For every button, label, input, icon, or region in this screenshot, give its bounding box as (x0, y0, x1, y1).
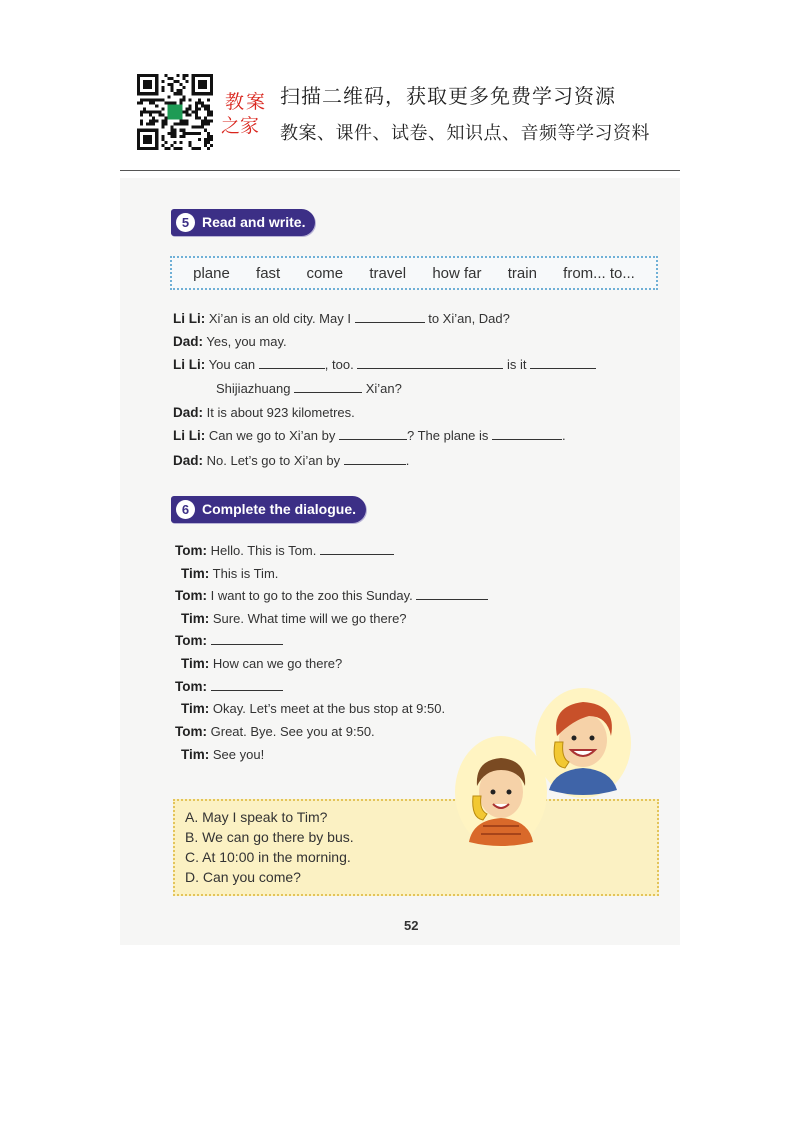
speaker: Dad: (173, 334, 203, 349)
line-text: I want to go to the zoo this Sunday. (210, 588, 413, 603)
section-6-heading (171, 496, 366, 523)
dialogue-line (181, 566, 278, 581)
answer-option: D. Can you come? (185, 869, 301, 885)
answer-blank (357, 357, 427, 369)
answer-blank (259, 357, 325, 369)
site-logo (221, 90, 273, 138)
line-text: How can we go there? (212, 656, 343, 671)
section-6-title: Complete the dialogue. (202, 501, 357, 517)
line-text: Great. Bye. See you at 9:50. (210, 724, 375, 739)
dialogue-line (173, 405, 355, 420)
line-text: Can we go to Xi’an by (208, 428, 336, 443)
speaker: Li Li: (173, 428, 206, 443)
speaker: Li Li: (173, 311, 206, 326)
line-text: You can (208, 357, 256, 372)
word-bank (170, 256, 658, 290)
line-text: to Xi’an, Dad? (424, 311, 510, 326)
word-bank-item: how far (432, 264, 482, 282)
answer-blank (211, 633, 283, 645)
answer-blank (339, 428, 407, 440)
line-text: Yes, you may. (206, 334, 287, 349)
speaker: Tim: (181, 611, 210, 626)
answer-option: C. At 10:00 in the morning. (185, 849, 351, 865)
answer-blank (355, 311, 425, 323)
line-text: It is about 923 kilometres. (206, 405, 355, 420)
speaker: Tom: (175, 543, 207, 558)
dialogue-line (175, 633, 283, 648)
dialogue-line (181, 701, 445, 716)
speaker: Tom: (175, 633, 207, 648)
answer-blank (416, 588, 488, 600)
answer-option: B. We can go there by bus. (185, 829, 354, 845)
dialogue-line (181, 611, 407, 626)
dialogue-line (181, 656, 342, 671)
logo-line-1: 教案 (225, 91, 268, 113)
speaker: Tom: (175, 588, 207, 603)
dialogue-line (173, 428, 566, 443)
line-text: See you! (212, 747, 265, 762)
answer-blank (530, 357, 596, 369)
word-bank-item: plane (193, 264, 230, 282)
line-text: Xi’an? (362, 381, 402, 396)
word-bank-item: from... to... (563, 264, 635, 282)
dialogue-line (175, 724, 375, 739)
header-subline: 教案、课件、试卷、知识点、音频等学习资料 (280, 123, 650, 144)
speaker: Dad: (173, 453, 203, 468)
dialogue-line (175, 543, 394, 558)
speaker: Tim: (181, 656, 210, 671)
line-text: Xi’an is an old city. May I (208, 311, 351, 326)
speaker: Dad: (173, 405, 203, 420)
word-bank-item: fast (256, 264, 281, 282)
speaker: Tim: (181, 747, 210, 762)
word-bank-item: travel (369, 264, 407, 282)
answer-blank (427, 357, 503, 369)
dialogue-line (216, 381, 402, 396)
answer-blank (492, 428, 562, 440)
section-5-heading (171, 209, 315, 236)
dialogue-line (175, 679, 283, 694)
line-text: . (405, 453, 410, 468)
section-6-number: 6 (176, 500, 195, 519)
speaker: Tim: (181, 701, 210, 716)
dialogue-line (173, 453, 409, 468)
dialogue-line (173, 357, 596, 372)
line-text: Shijiazhuang (216, 381, 291, 396)
line-text: Hello. This is Tom. (210, 543, 317, 558)
speaker: Tim: (181, 566, 210, 581)
line-text: . (562, 428, 566, 443)
line-text: No. Let’s go to Xi’an by (206, 453, 341, 468)
answer-option: A. May I speak to Tim? (185, 809, 328, 825)
answer-blank (294, 381, 362, 393)
answer-blank (211, 679, 283, 691)
section-5-number: 5 (176, 213, 195, 232)
line-text: Okay. Let’s meet at the bus stop at 9:50. (212, 701, 446, 716)
dialogue-line (173, 311, 510, 326)
line-text: ? The plane is (406, 428, 489, 443)
logo-line-2: 之家 (221, 115, 260, 137)
line-text: Sure. What time will we go there? (212, 611, 407, 626)
answer-blank (344, 453, 406, 465)
header-divider (120, 170, 680, 171)
answer-blank (320, 543, 394, 555)
header-promo-line: 扫描二维码，获取更多免费学习资源 (280, 84, 616, 108)
dialogue-line (175, 588, 488, 603)
word-bank-item: come (306, 264, 344, 282)
line-text: , too. (324, 357, 354, 372)
section-5-title: Read and write. (202, 214, 306, 230)
speaker: Tom: (175, 679, 207, 694)
speaker: Li Li: (173, 357, 206, 372)
boy-on-phone-illustration (533, 686, 633, 800)
qr-code-icon (137, 74, 213, 150)
line-text: is it (503, 357, 531, 372)
page-number: 52 (404, 918, 419, 933)
word-bank-item: train (507, 264, 537, 282)
dialogue-line (173, 334, 287, 349)
dialogue-line (181, 747, 264, 762)
line-text: This is Tim. (212, 566, 279, 581)
speaker: Tom: (175, 724, 207, 739)
